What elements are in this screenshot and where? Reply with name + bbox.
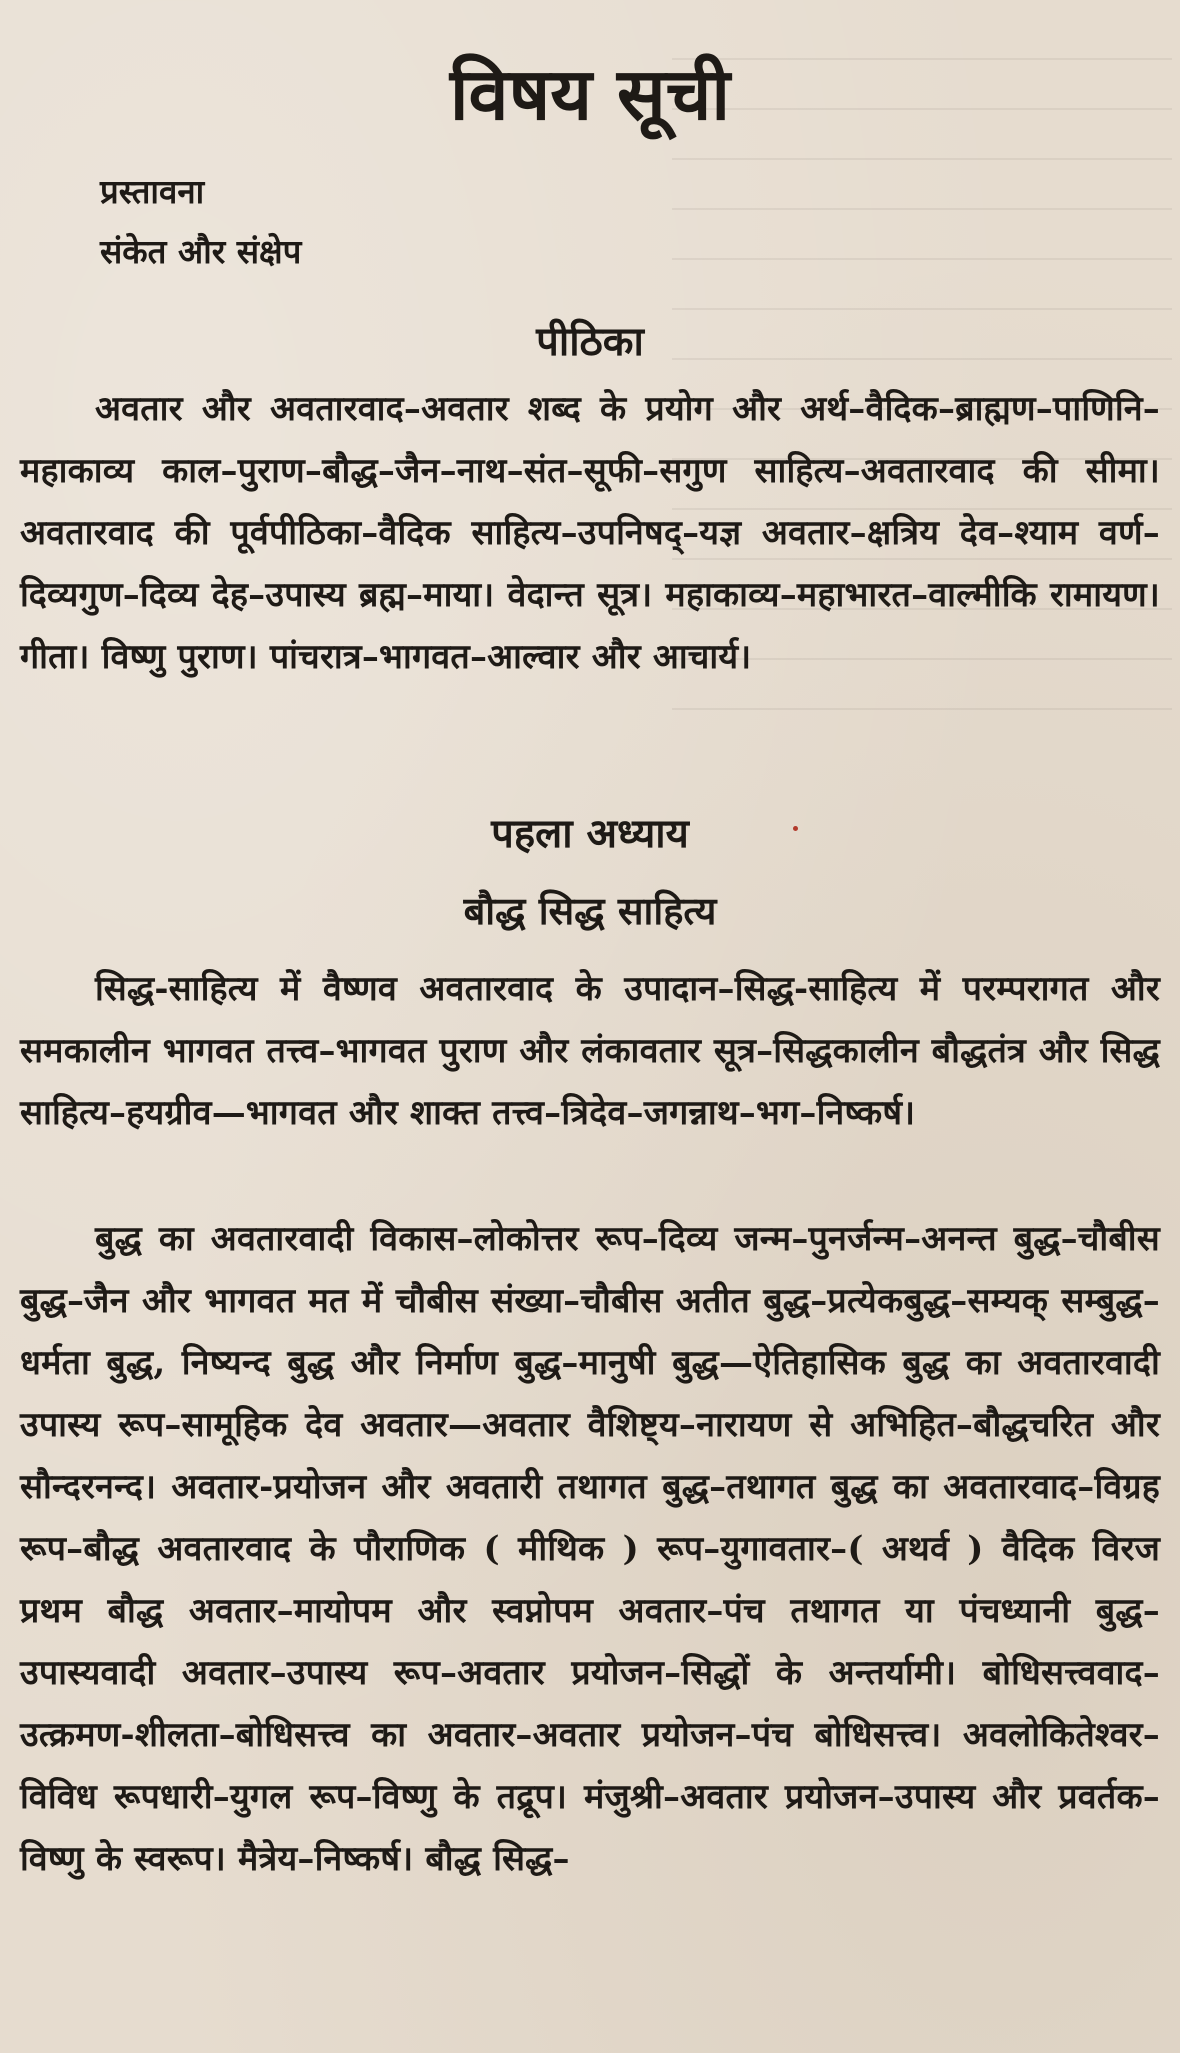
- page-title: विषय सूची: [449, 51, 731, 136]
- chapter-paragraph-2: बुद्ध का अवतारवादी विकास–लोकोत्तर रूप–दिव्य जन्म–पुनर्जन्म–अनन्त बुद्ध–चौबीस बुद्ध–जैन और भागवत मत में चौबीस संख्या–चौबीस अतीत बुद्ध–प्रत्येकबुद्ध–सम्यक् सम्बुद्ध–धर्मता बुद्ध, निष्यन्द बुद्ध और निर्माण बुद्ध–मानुषी बुद्ध—ऐतिहासिक बुद्ध का अवतारवादी उपास्य रूप–सामूहिक देव अवतार—अवतार वैशिष्ट्य–नारायण से अभिहित–बौद्धचरित और सौन्दरनन्द। अवतार-प्रयोजन और अवतारी तथागत बुद्ध–तथागत बुद्ध का अवतारवाद–विग्रह रूप–बौद्ध अवतारवाद के पौराणिक ( मीथिक ) रूप–युगावतार–( अथर्व ) वैदिक विरज प्रथम बौद्ध अवतार–मायोपम और स्वप्नोपम अवतार–पंच तथागत या पंचध्यानी बुद्ध–उपास्यवादी अवतार–उपास्य रूप–अवतार प्रयोजन–सिद्धों के अन्तर्यामी। बोधिसत्त्ववाद–उत्क्रमण-शीलता–बोधिसत्त्व का अवतार–अवतार प्रयोजन–पंच बोधिसत्त्व। अवलोकितेश्वर–विविध रूपधारी–युगल रूप–विष्णु के तद्रूप। मंजुश्री–अवतार प्रयोजन–उपास्य और प्रवर्तक–विष्णु के स्वरूप। मैत्रेय–निष्कर्ष। बौद्ध सिद्ध–: [20, 1219, 1160, 1879]
- chapter-heading: पहला अध्याय: [491, 810, 689, 857]
- section-heading-pithika: पीठिका: [536, 318, 644, 365]
- chapter-subheading: बौद्ध सिद्ध साहित्य: [463, 888, 717, 933]
- section-pithika-paragraph: अवतार और अवतारवाद–अवतार शब्द के प्रयोग और अर्थ–वैदिक–ब्राह्मण–पाणिनि–महाकाव्य काल–पुराण–बौद्ध–जैन–नाथ–संत–सूफी–सगुण साहित्य–अवतारवाद की सीमा। अवतारवाद की पूर्वपीठिका–वैदिक साहित्य–उपनिषद्–यज्ञ अवतार–क्षत्रिय देव–श्याम वर्ण–दिव्यगुण–दिव्य देह–उपास्य ब्रह्म–माया। वेदान्त सूत्र। महाकाव्य–महाभारत–वाल्मीकि रामायण। गीता। विष्णु पुराण। पांचरात्र–भागवत–आल्वार और आचार्य।: [20, 389, 1160, 677]
- front-matter-abbreviations: संकेत और संक्षेप: [100, 232, 302, 271]
- front-matter-preface: प्रस्तावना: [100, 172, 205, 211]
- chapter-paragraph-1: सिद्ध-साहित्य में वैष्णव अवतारवाद के उपादान–सिद्ध-साहित्य में परम्परागत और समकालीन भागवत तत्त्व–भागवत पुराण और लंकावतार सूत्र–सिद्धकालीन बौद्धतंत्र और सिद्ध साहित्य–हयग्रीव—भागवत और शाक्त तत्त्व–त्रिदेव–जगन्नाथ–भग–निष्कर्ष।: [20, 969, 1160, 1133]
